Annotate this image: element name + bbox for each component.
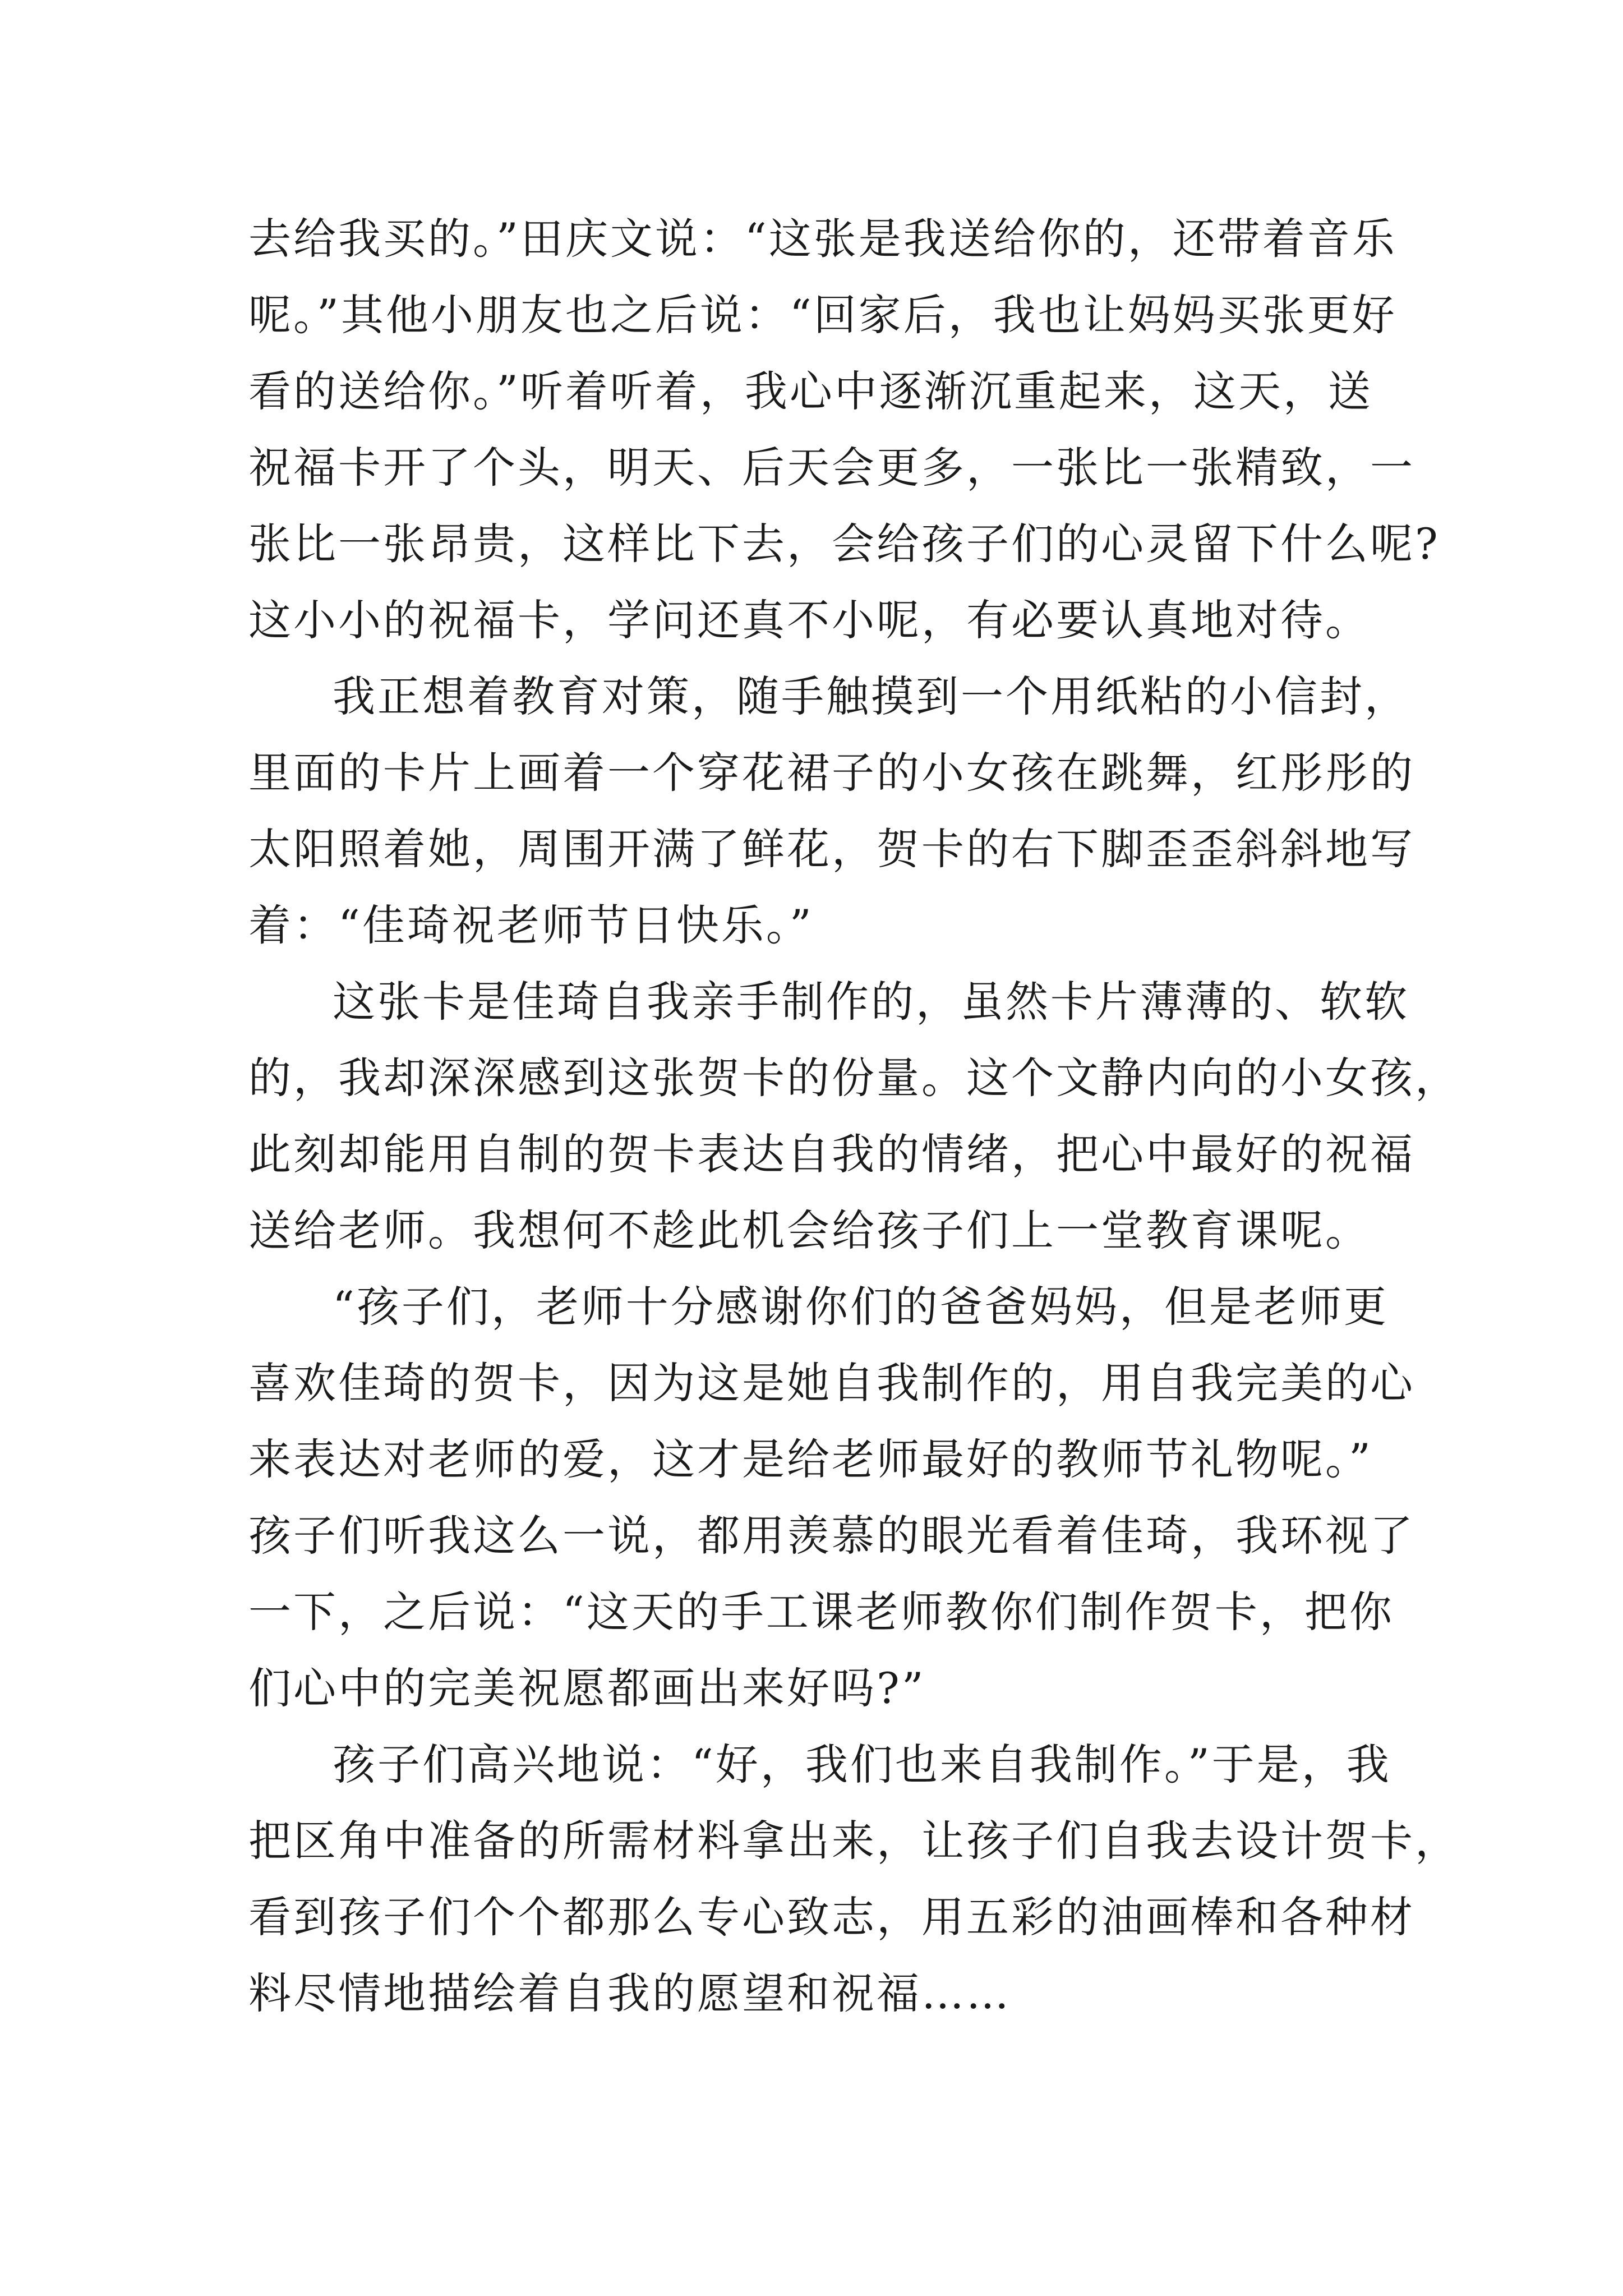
text-line: 里面的卡片上画着一个穿花裙子的小女孩在跳舞，红彤彤的 [248, 748, 1415, 798]
text-line: 来表达对老师的爱，这才是给老师最好的教师节礼物呢。” [248, 1434, 1373, 1484]
text-line: 呢。”其他小朋友也之后说：“回家后，我也让妈妈买张更好 [248, 290, 1397, 340]
text-line: 着：“佳琦祝老师节日快乐。” [248, 900, 814, 950]
text-line: 祝福卡开了个头，明天、后天会更多，一张比一张精致，一 [248, 443, 1415, 493]
text-line: 此刻却能用自制的贺卡表达自我的情绪，把心中最好的祝福 [248, 1129, 1415, 1179]
paragraph-first-line: 孩子们高兴地说：“好，我们也来自我制作。”于是，我 [333, 1740, 1391, 1789]
text-line: 太阳照着她，周围开满了鲜花，贺卡的右下脚歪歪斜斜地写 [248, 824, 1415, 874]
text-line: 的，我却深深感到这张贺卡的份量。这个文静内向的小女孩， [248, 1053, 1460, 1103]
text-line: 这小小的祝福卡，学问还真不小呢，有必要认真地对待。 [248, 595, 1370, 645]
paragraph-first-line: 这张卡是佳琦自我亲手制作的，虽然卡片薄薄的、软软 [333, 977, 1409, 1027]
text-line: 张比一张昂贵，这样比下去，会给孩子们的心灵留下什么呢? [248, 519, 1440, 569]
text-line: 们心中的完美祝愿都画出来好吗?” [248, 1663, 926, 1713]
text-line: 一下，之后说：“这天的手工课老师教你们制作贺卡，把你 [248, 1587, 1394, 1637]
text-line: 送给老师。我想何不趁此机会给孩子们上一堂教育课呢。 [248, 1205, 1370, 1255]
text-line: 看到孩子们个个都那么专心致志，用五彩的油画棒和各种材 [248, 1892, 1415, 1942]
paragraph-first-line: 我正想着教育对策，随手触摸到一个用纸粘的小信封， [333, 671, 1409, 721]
document-body [248, 201, 1460, 2032]
text-line: 去给我买的。”田庆文说：“这张是我送给你的，还带着音乐 [248, 214, 1397, 264]
text-line: 孩子们听我这么一说，都用羡慕的眼光看着佳琦，我环视了 [248, 1511, 1415, 1561]
text-line: 看的送给你。”听着听着，我心中逐渐沉重起来，这天，送 [248, 366, 1373, 416]
text-line: 喜欢佳琦的贺卡，因为这是她自我制作的，用自我完美的心 [248, 1358, 1415, 1408]
text-line: 把区角中准备的所需材料拿出来，让孩子们自我去设计贺卡， [248, 1816, 1460, 1866]
text-line: 料尽情地描绘着自我的愿望和祝福…… [248, 1968, 1011, 2018]
paragraph-first-line: “孩子们，老师十分感谢你们的爸爸妈妈，但是老师更 [333, 1282, 1389, 1332]
